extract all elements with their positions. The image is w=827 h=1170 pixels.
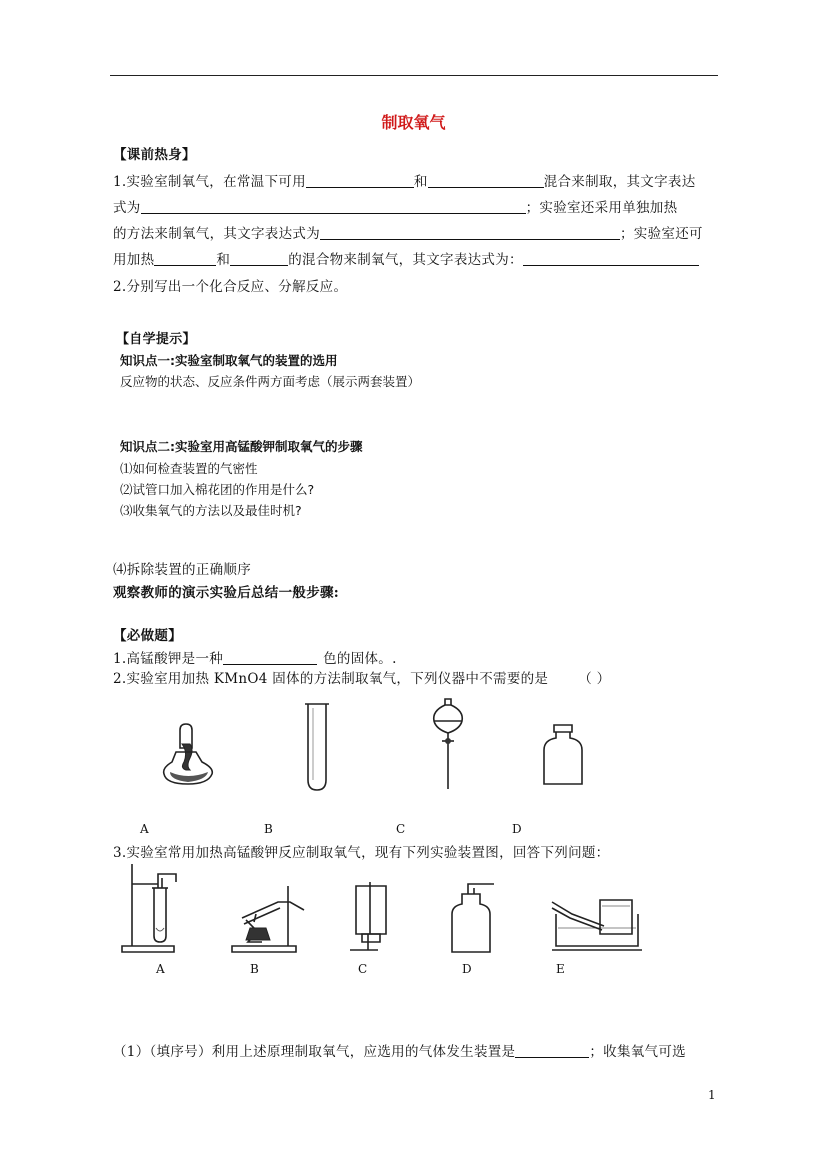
blank-equation-3[interactable]	[523, 251, 699, 266]
warmup-q1-line2	[113, 196, 677, 216]
blank-reagent-1[interactable]	[306, 173, 414, 188]
summary-prompt: 观察教师的演示实验后总结一般步骤:	[113, 585, 340, 601]
q1-text-j: 的混合物来制氧气，其文字表达式为：	[288, 252, 523, 268]
q1-text-d: 式为	[113, 200, 141, 216]
required-q3: 3.实验室常用加热高锰酸钾反应制取氧气，现有下列实验装置图，回答下列问题：	[113, 845, 610, 861]
separatory-funnel-icon	[428, 697, 468, 793]
q3-sub1-text-b: ；收集氧气可选	[589, 1044, 686, 1060]
q1-text-f: 的方法来制氧气，其文字表达式为	[113, 226, 320, 242]
blank-equation-1[interactable]	[141, 199, 526, 214]
alcohol-lamp-icon	[160, 722, 216, 788]
req-q2-text: 2.实验室用加热 KMnO4 固体的方法制取氧气，下列仪器中不需要的是	[113, 671, 549, 687]
required-q2	[113, 667, 610, 687]
apparatus-b-icon	[228, 882, 312, 954]
blank-reagent-4[interactable]	[230, 251, 288, 266]
q2-label-a: A	[140, 822, 149, 836]
apparatus-a-icon	[118, 862, 188, 954]
blank-reagent-3[interactable]	[154, 251, 216, 266]
q1-text-i: 和	[216, 252, 231, 268]
k2-item-3: ⑶收集氧气的方法以及最佳时机?	[120, 503, 302, 518]
q2-label-b: B	[264, 822, 273, 836]
blank-generator[interactable]	[515, 1043, 589, 1058]
k2-item-2: ⑵试管口加入棉花团的作用是什么?	[120, 482, 315, 497]
q1-text-b: 和	[413, 174, 428, 190]
q1-text-g: ；实验室还可	[620, 226, 703, 242]
test-tube-icon	[303, 700, 331, 794]
blank-reagent-2[interactable]	[428, 173, 544, 188]
q3-label-e: E	[556, 962, 565, 976]
apparatus-d-icon	[446, 880, 496, 956]
required-q1	[113, 647, 397, 667]
required-heading: 【必做题】	[113, 628, 182, 644]
req-q1-text-a: 1.高锰酸钾是一种	[113, 651, 224, 667]
q3-sub1	[113, 1040, 686, 1060]
q3-label-c: C	[358, 962, 368, 976]
selfstudy-heading: 【自学提示】	[116, 332, 196, 347]
q1-text-c: 混合来制取，其文字表达	[543, 174, 696, 190]
warmup-q1-line3	[113, 222, 703, 242]
answer-paren[interactable]: （ ）	[578, 671, 611, 687]
q1-text-h: 用加热	[113, 252, 155, 268]
warmup-q1-line1	[113, 170, 696, 190]
q2-label-d: D	[512, 822, 522, 836]
q3-label-d: D	[462, 962, 472, 976]
q3-label-a: A	[156, 962, 165, 976]
gas-bottle-icon	[540, 722, 586, 790]
blank-color[interactable]	[223, 650, 317, 665]
page-title: 制取氧气	[381, 113, 446, 132]
k2-item-4: ⑷拆除装置的正确顺序	[113, 562, 251, 578]
q3-sub1-text-a: （1）（填序号）利用上述原理制取氧气，应选用的气体发生装置是	[113, 1044, 516, 1060]
apparatus-c-icon	[348, 882, 394, 956]
q1-text-e: ；实验室还采用单独加热	[525, 200, 678, 216]
q2-label-c: C	[396, 822, 406, 836]
blank-equation-2[interactable]	[320, 225, 620, 240]
q1-text-a: 1.实验室制氧气，在常温下可用	[113, 174, 306, 190]
q3-label-b: B	[250, 962, 259, 976]
apparatus-e-icon	[550, 884, 644, 956]
warmup-q1-line4	[113, 248, 699, 268]
k2-item-1: ⑴如何检查装置的气密性	[120, 461, 258, 476]
knowledge-point-2: 知识点二:实验室用高锰酸钾制取氧气的步骤	[120, 439, 363, 454]
page-number: 1	[708, 1088, 716, 1102]
knowledge-point-1: 知识点一:实验室制取氧气的装置的选用	[120, 353, 338, 368]
header-rule	[110, 75, 718, 76]
warmup-heading: 【课前热身】	[113, 147, 196, 163]
knowledge-point-1-desc: 反应物的状态、反应条件两方面考虑（展示两套装置）	[120, 374, 421, 389]
warmup-q2: 2.分别写出一个化合反应、分解反应。	[113, 279, 348, 295]
req-q1-text-b: 色的固体。.	[323, 651, 397, 667]
